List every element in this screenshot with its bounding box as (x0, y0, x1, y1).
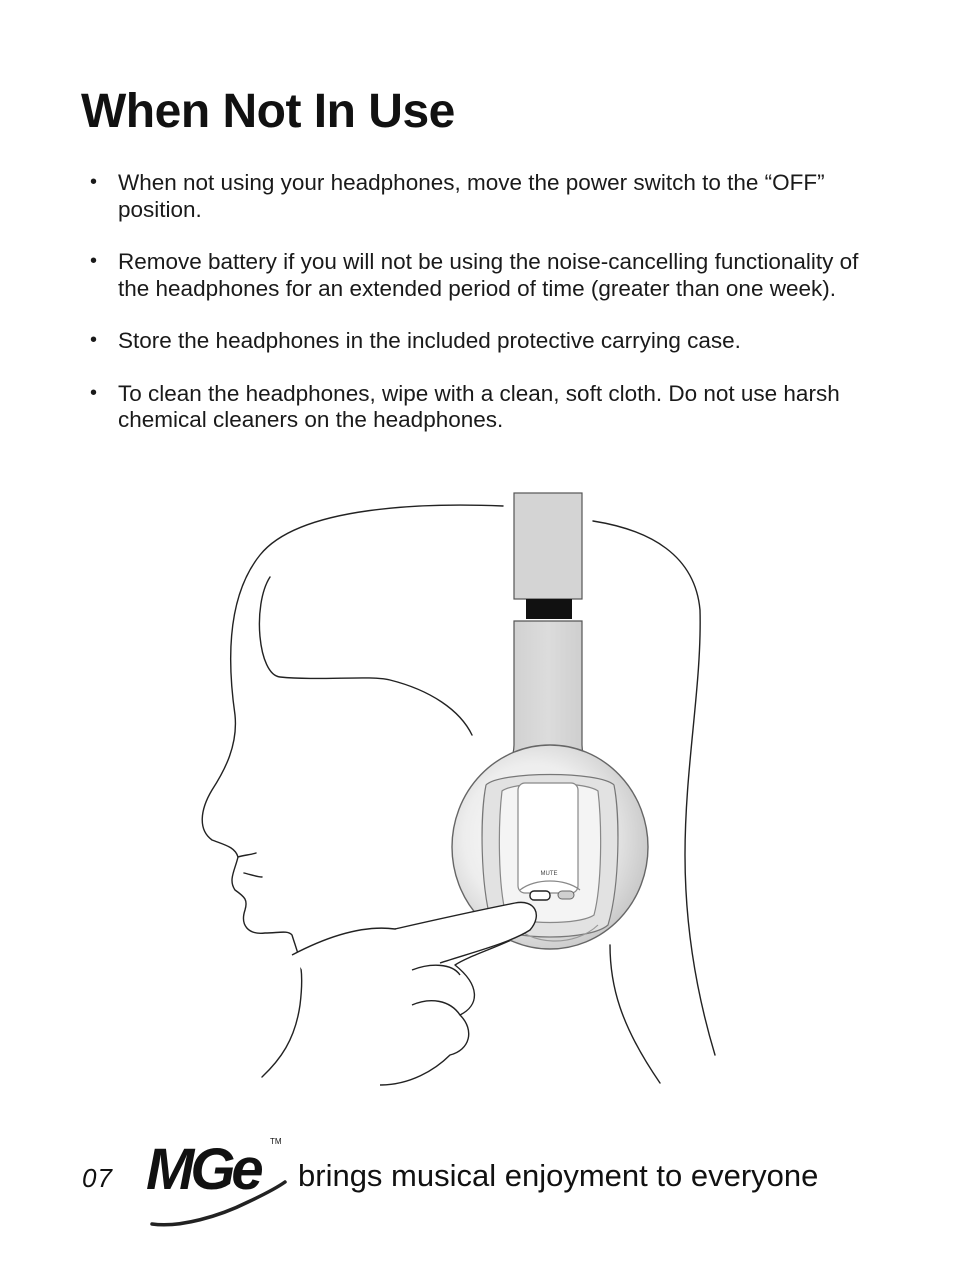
care-instructions-list (88, 170, 888, 460)
bullet-icon: • (90, 250, 98, 272)
headphones (452, 493, 648, 949)
list-item-text: To clean the headphones, wipe with a clean, soft cloth. Do not use harsh chemical cleaners on the headphones. (118, 380, 840, 432)
logo-wordmark: MGe (146, 1137, 260, 1202)
page-title: When Not In Use (81, 85, 455, 138)
list-item (88, 381, 888, 434)
tagline: brings musical enjoyment to everyone (298, 1158, 819, 1193)
headphone-wearer-illustration (180, 485, 740, 1090)
bullet-icon: • (90, 171, 98, 193)
bullet-icon: • (90, 329, 98, 351)
mute-label: MUTE (540, 871, 558, 877)
list-item (88, 249, 888, 302)
list-item-text: Store the headphones in the included protective carrying case. (118, 328, 741, 353)
page-number: 07 (82, 1163, 113, 1193)
mge-logo (140, 1132, 300, 1230)
trademark-symbol: TM (270, 1137, 282, 1146)
list-item-text: When not using your headphones, move the power switch to the “OFF” position. (118, 170, 825, 222)
list-item (88, 328, 888, 355)
list-item (88, 170, 888, 223)
bullet-icon: • (90, 381, 98, 404)
list-item-text: Remove battery if you will not be using the noise-cancelling functionality of the headphones for an extended period of time (greater than one week). (118, 249, 859, 301)
